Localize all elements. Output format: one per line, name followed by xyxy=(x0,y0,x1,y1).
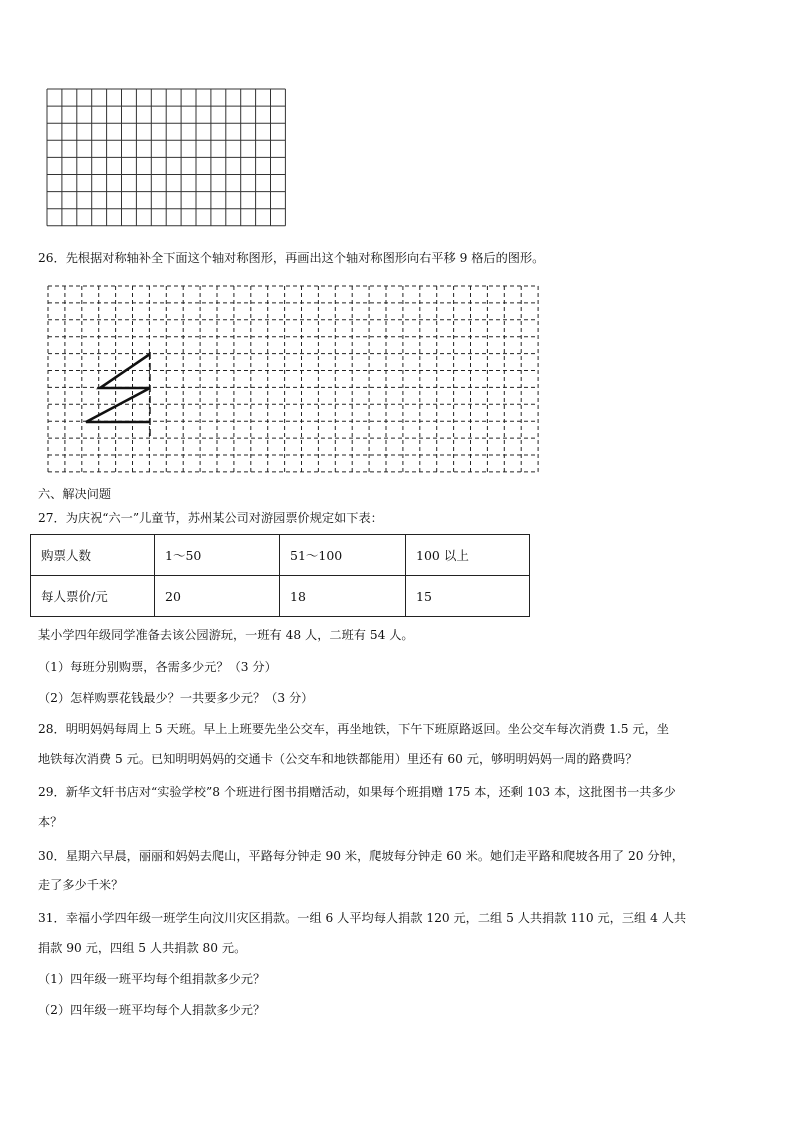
q30-line2: 走了多少千米？ xyxy=(38,878,124,892)
q31-sub2: （2）四年级一班平均每个人捐款多少元？ xyxy=(38,1003,266,1017)
table-cell: 每人票价/元 xyxy=(31,576,155,617)
table-cell: 20 xyxy=(155,576,280,617)
table-cell: 100 以上 xyxy=(406,535,530,576)
q27-context: 某小学四年级同学准备去该公园游玩，一班有 48 人，二班有 54 人。 xyxy=(38,628,414,642)
q28-line1: 28．明明妈妈每周上 5 天班。早上上班要先坐公交车，再坐地铁，下午下班原路返回。坐公交车每次消费 1.5 元，坐 xyxy=(38,722,669,736)
q27-sub2: （2）怎样购票花钱最少？一共要多少元？（3 分） xyxy=(38,691,314,705)
q31-sub1: （1）四年级一班平均每个组捐款多少元？ xyxy=(38,972,266,986)
q31-line1: 31．幸福小学四年级一班学生向汶川灾区捐款。一组 6 人平均每人捐款 120 元，二组 5 人共捐款 110 元，三组 4 人共 xyxy=(38,911,687,925)
q29-line2: 本？ xyxy=(38,815,63,829)
dashed-grid-figure xyxy=(46,284,542,474)
q30-line1: 30．星期六早晨，丽丽和妈妈去爬山，平路每分钟走 90 米，爬坡每分钟走 60 米。她们走平路和爬坡各用了 20 分钟， xyxy=(38,849,684,863)
table-cell: 18 xyxy=(280,576,406,617)
q31-line2: 捐款 90 元，四组 5 人共捐款 80 元。 xyxy=(38,941,247,955)
table-cell: 购票人数 xyxy=(31,535,155,576)
half-figure-zigzag xyxy=(86,354,150,422)
top-square-grid xyxy=(46,88,288,228)
table-cell: 51～100 xyxy=(280,535,406,576)
q27-sub1: （1）每班分别购票，各需多少元？（3 分） xyxy=(38,660,277,674)
table-cell: 1～50 xyxy=(155,535,280,576)
q27-intro: 27．为庆祝“六一”儿童节，苏州某公司对游园票价规定如下表： xyxy=(38,511,383,525)
q26-prompt: 26．先根据对称轴补全下面这个轴对称图形，再画出这个轴对称图形向右平移 9 格后的图形。 xyxy=(38,251,545,265)
q29-line1: 29．新华文轩书店对“实验学校”8 个班进行图书捐赠活动，如果每个班捐赠 175 本，还剩 103 本，这批图书一共多少 xyxy=(38,785,676,799)
q28-line2: 地铁每次消费 5 元。已知明明妈妈的交通卡（公交车和地铁都能用）里还有 60 元，够明明妈妈一周的路费吗？ xyxy=(38,752,638,766)
table-row xyxy=(31,535,530,576)
table-cell: 15 xyxy=(406,576,530,617)
table-row xyxy=(31,576,530,617)
dashed-grid-lines xyxy=(48,286,538,472)
price-table xyxy=(30,534,530,617)
section-heading: 六、解决问题 xyxy=(38,487,112,501)
